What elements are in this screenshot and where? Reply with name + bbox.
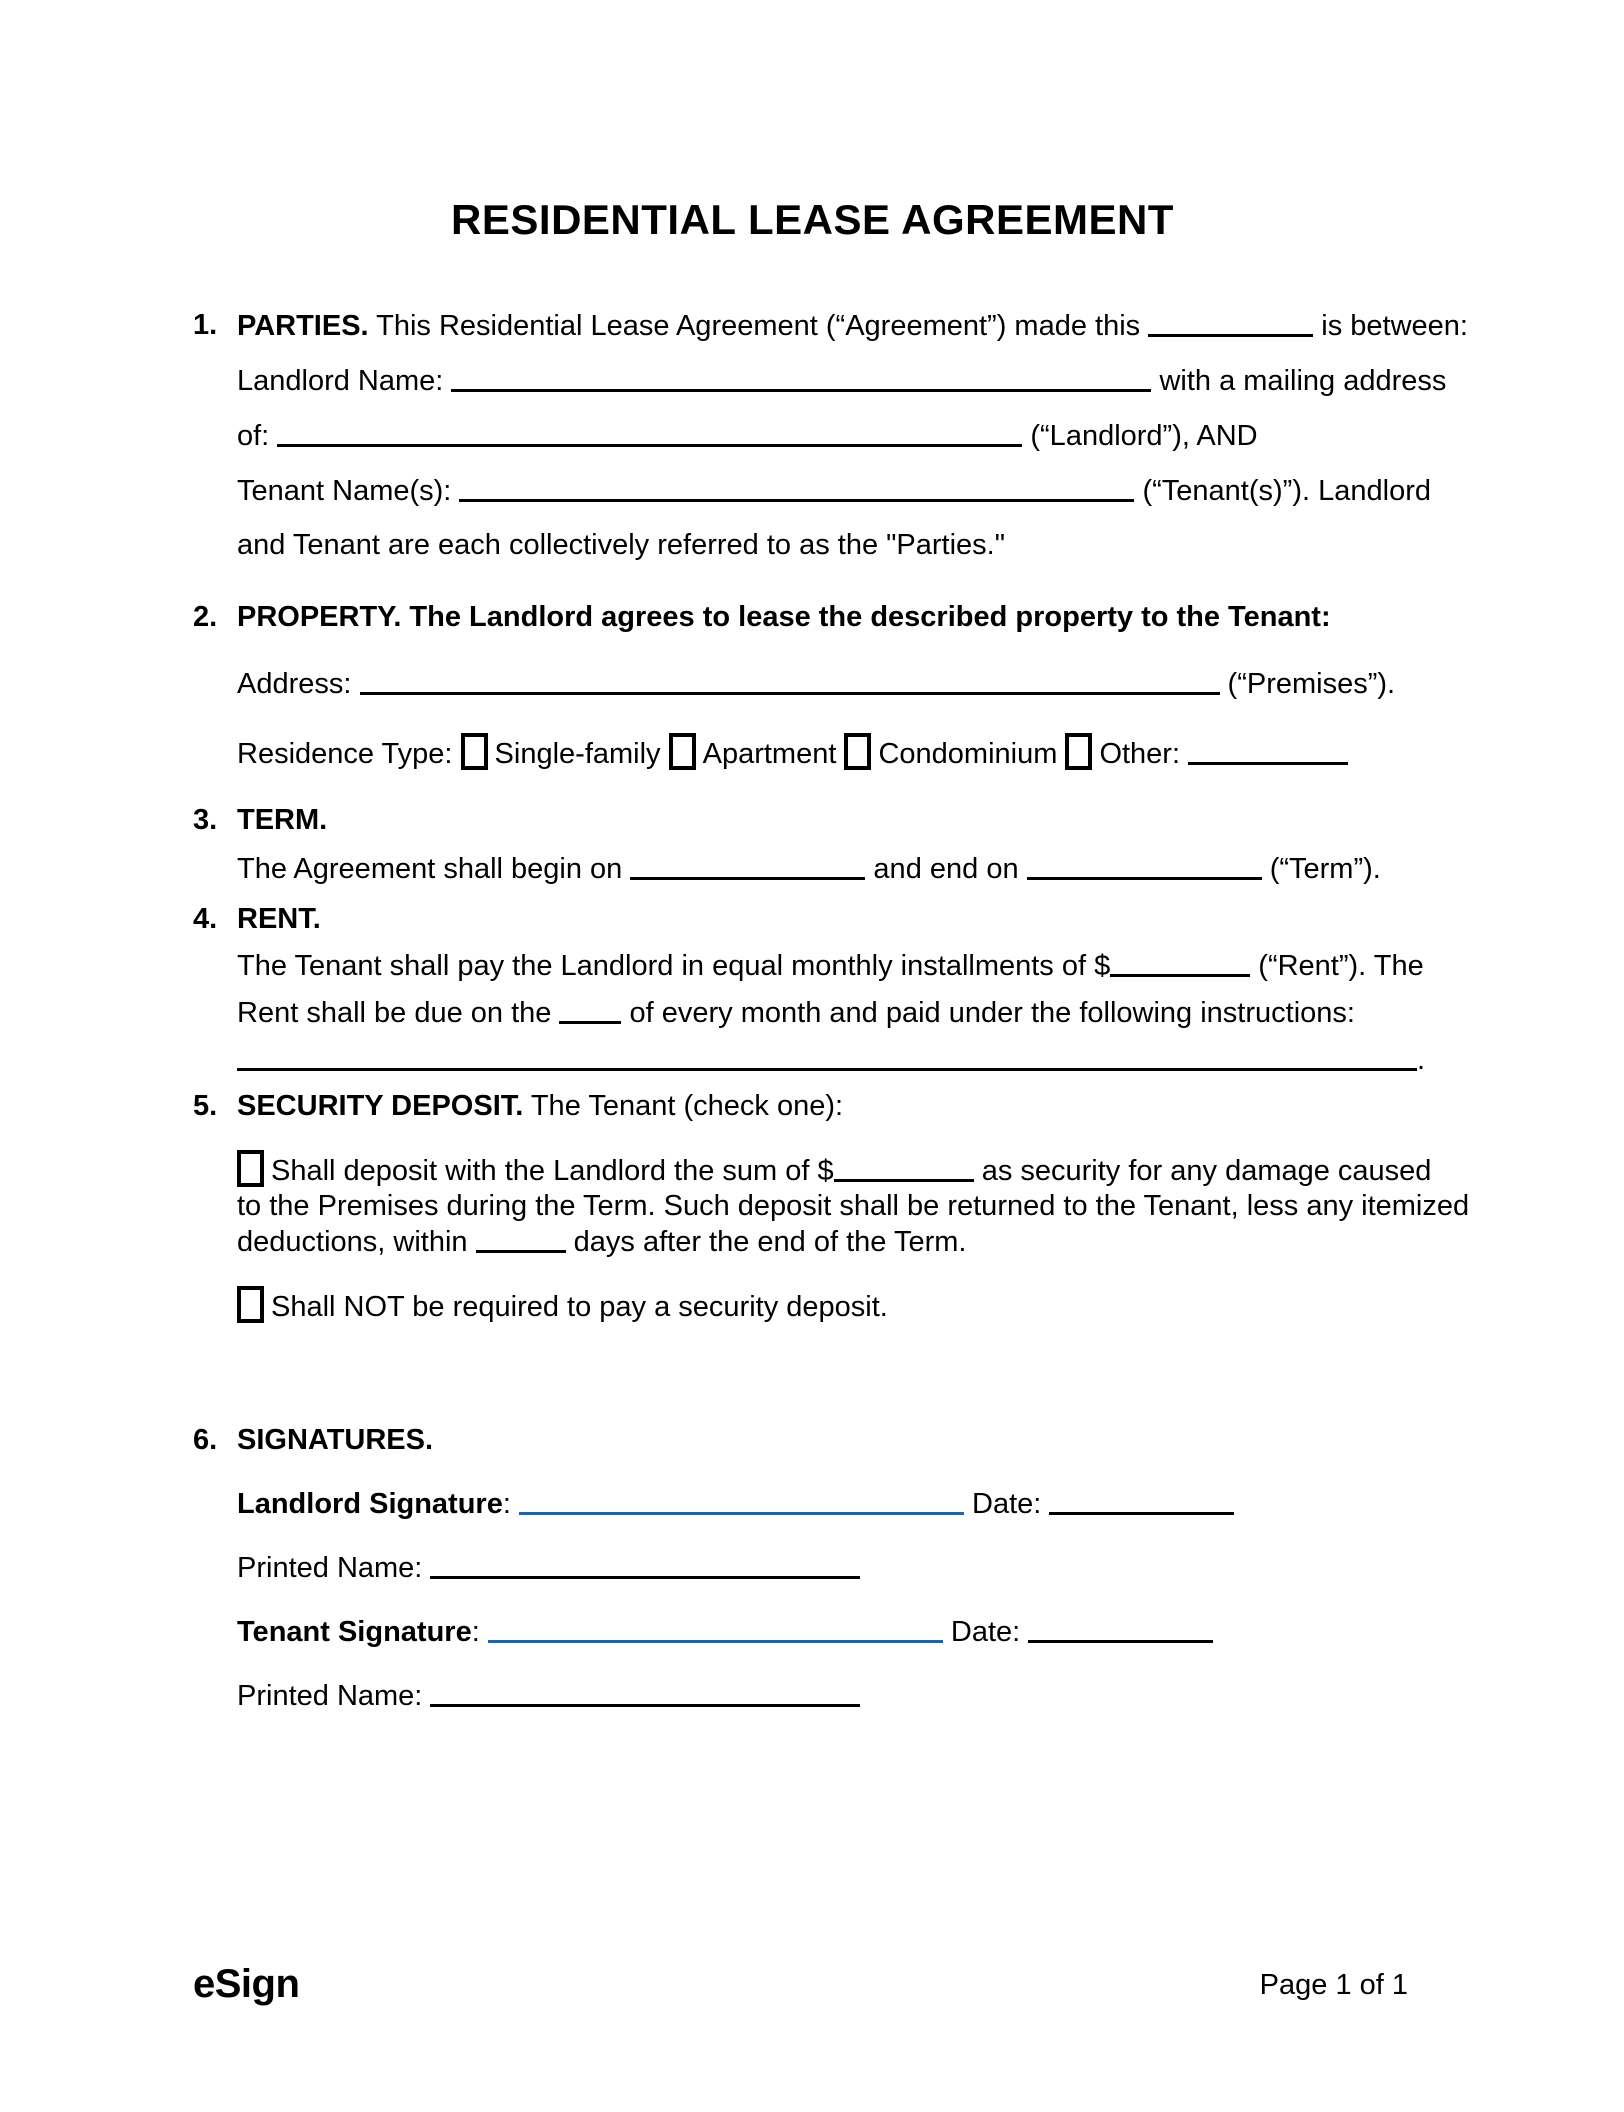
deposit-amount-field[interactable] bbox=[834, 1155, 974, 1182]
paragraph bbox=[237, 308, 1468, 343]
section-heading: Tenant Signature bbox=[237, 1616, 472, 1648]
term-end-date-field[interactable] bbox=[1027, 853, 1262, 880]
text-line bbox=[237, 733, 1432, 771]
text-run: The Tenant (check one): bbox=[523, 1090, 844, 1122]
text-run: The Landlord agrees to lease the described property to the Tenant: bbox=[401, 601, 1331, 633]
paragraph bbox=[237, 1550, 1432, 1585]
paragraph bbox=[237, 803, 1432, 837]
text-line bbox=[237, 902, 1432, 936]
paragraph bbox=[237, 1150, 1470, 1259]
text-line bbox=[237, 528, 1432, 562]
text-run: Date: bbox=[942, 1616, 1029, 1648]
text-line bbox=[237, 473, 1432, 508]
text-line bbox=[237, 1550, 1432, 1585]
text-line bbox=[237, 666, 1432, 701]
paragraph bbox=[237, 666, 1432, 701]
section-heading: Landlord Signature bbox=[237, 1488, 503, 1520]
paragraph bbox=[237, 1678, 1432, 1713]
text-run: Date: bbox=[963, 1488, 1050, 1520]
text-line bbox=[237, 851, 1432, 886]
paragraph bbox=[237, 902, 1432, 936]
text-run: (“Landlord”), AND bbox=[1022, 420, 1258, 452]
text-run: and end on bbox=[865, 853, 1027, 885]
text-line bbox=[237, 308, 1468, 343]
residence-other-description-field[interactable] bbox=[1188, 738, 1348, 765]
section-number: 1. bbox=[193, 309, 218, 341]
text-run: is between: bbox=[1313, 310, 1468, 342]
text-run: Condominium bbox=[878, 738, 1066, 770]
text-line bbox=[237, 1486, 1432, 1521]
section-parties bbox=[193, 308, 1468, 562]
text-line bbox=[237, 1286, 1432, 1324]
text-line bbox=[237, 418, 1432, 453]
section-rent bbox=[193, 902, 1432, 1077]
tenant-signature-field[interactable] bbox=[488, 1616, 943, 1643]
text-line bbox=[237, 363, 1447, 398]
section-signatures bbox=[193, 1423, 1432, 1713]
paragraph bbox=[237, 851, 1432, 886]
section-heading: PROPERTY. bbox=[237, 601, 402, 633]
payment-instructions-field[interactable] bbox=[237, 1044, 1417, 1071]
text-run: (“Tenant(s)”). Landlord bbox=[1134, 475, 1431, 507]
landlord-signature-date-field[interactable] bbox=[1049, 1488, 1234, 1515]
text-line bbox=[237, 1189, 1470, 1223]
paragraph bbox=[237, 1286, 1432, 1324]
rent-amount-field[interactable] bbox=[1110, 950, 1250, 977]
text-run: and Tenant are each collectively referred to as the "Parties." bbox=[237, 529, 1006, 561]
landlord-name-field[interactable] bbox=[451, 365, 1151, 392]
residence-other-checkbox[interactable] bbox=[1065, 733, 1092, 770]
paragraph bbox=[237, 1614, 1432, 1649]
text-run: Shall deposit with the Landlord the sum of $ bbox=[271, 1155, 834, 1187]
section-heading: SIGNATURES. bbox=[237, 1424, 434, 1456]
document-title: RESIDENTIAL LEASE AGREEMENT bbox=[451, 196, 1174, 243]
text-run: Landlord Name: bbox=[237, 365, 452, 397]
text-run: Single-family bbox=[494, 738, 669, 770]
text-run: Shall NOT be required to pay a security deposit. bbox=[271, 1291, 888, 1323]
paragraph bbox=[237, 528, 1432, 562]
document-body bbox=[193, 308, 1470, 1713]
text-line bbox=[237, 1089, 1432, 1123]
section-heading: RENT. bbox=[237, 903, 321, 935]
section-number: 5. bbox=[193, 1090, 218, 1122]
rent-due-day-field[interactable] bbox=[559, 997, 621, 1024]
section-property bbox=[193, 600, 1432, 771]
tenant-names-field[interactable] bbox=[459, 475, 1134, 502]
text-run: to the Premises during the Term. Such deposit shall be returned to the Tenant, less any itemized bbox=[237, 1190, 1470, 1222]
section-heading: PARTIES. bbox=[237, 310, 369, 342]
tenant-signature-date-field[interactable] bbox=[1028, 1616, 1213, 1643]
text-line bbox=[237, 995, 1432, 1030]
text-run: The Agreement shall begin on bbox=[237, 853, 631, 885]
text-run: Printed Name: bbox=[237, 1680, 431, 1712]
paragraph bbox=[237, 1042, 1432, 1077]
text-run: Address: bbox=[237, 668, 360, 700]
text-run: Rent shall be due on the bbox=[237, 997, 560, 1029]
esign-logo: eSign bbox=[193, 1962, 300, 2006]
text-run: days after the end of the Term. bbox=[565, 1226, 967, 1258]
paragraph bbox=[237, 473, 1432, 508]
text-run: (“Term”). bbox=[1261, 853, 1381, 885]
agreement-date-field[interactable] bbox=[1148, 310, 1313, 337]
text-run: (“Rent”). The bbox=[1250, 950, 1424, 982]
text-run: Printed Name: bbox=[237, 1552, 431, 1584]
section-term bbox=[193, 803, 1432, 886]
text-run: : bbox=[502, 1488, 519, 1520]
paragraph bbox=[237, 733, 1432, 771]
premises-address-field[interactable] bbox=[360, 668, 1220, 695]
text-run: The Tenant shall pay the Landlord in equal monthly installments of $ bbox=[237, 950, 1111, 982]
text-run: Other: bbox=[1099, 738, 1189, 770]
text-line bbox=[237, 1678, 1432, 1713]
text-line bbox=[237, 1150, 1432, 1188]
text-line bbox=[237, 1224, 1432, 1259]
text-run: : bbox=[471, 1616, 488, 1648]
text-run: as security for any damage caused bbox=[973, 1155, 1432, 1187]
residence-apartment-checkbox[interactable] bbox=[669, 733, 696, 770]
text-run: Apartment bbox=[702, 738, 845, 770]
text-line bbox=[237, 1423, 1432, 1457]
residence-single-family-checkbox[interactable] bbox=[461, 733, 488, 770]
paragraph bbox=[237, 948, 1432, 1030]
residence-condominium-checkbox[interactable] bbox=[844, 733, 871, 770]
section-number: 2. bbox=[193, 601, 218, 633]
text-line bbox=[237, 1614, 1432, 1649]
text-run: Residence Type: bbox=[237, 738, 461, 770]
paragraph bbox=[237, 600, 1432, 634]
paragraph bbox=[237, 418, 1432, 453]
paragraph bbox=[237, 1486, 1432, 1521]
deposit-required-checkbox[interactable] bbox=[237, 1150, 264, 1187]
page-indicator: Page 1 of 1 bbox=[1259, 1969, 1408, 2001]
term-start-date-field[interactable] bbox=[630, 853, 865, 880]
text-run: This Residential Lease Agreement (“Agreement”) made this bbox=[368, 310, 1149, 342]
text-line bbox=[237, 1042, 1432, 1077]
text-line bbox=[237, 600, 1432, 634]
section-heading: TERM. bbox=[237, 804, 328, 836]
text-run: with a mailing address bbox=[1151, 365, 1447, 397]
deposit-not-required-checkbox[interactable] bbox=[237, 1286, 264, 1323]
section-heading: SECURITY DEPOSIT. bbox=[237, 1090, 524, 1122]
section-number: 4. bbox=[193, 903, 218, 935]
section-number: 3. bbox=[193, 804, 218, 836]
tenant-printed-name-field[interactable] bbox=[430, 1680, 860, 1707]
paragraph bbox=[237, 1089, 1432, 1123]
text-run: . bbox=[1417, 1044, 1426, 1076]
paragraph bbox=[237, 363, 1447, 398]
text-run: (“Premises”). bbox=[1219, 668, 1396, 700]
text-line bbox=[237, 803, 1432, 837]
text-run: of every month and paid under the following instructions: bbox=[621, 997, 1355, 1029]
deposit-return-days-field[interactable] bbox=[476, 1226, 566, 1253]
landlord-mailing-address-field[interactable] bbox=[277, 420, 1022, 447]
text-run: deductions, within bbox=[237, 1226, 476, 1258]
section-number: 6. bbox=[193, 1424, 218, 1456]
section-security-deposit bbox=[193, 1089, 1470, 1324]
text-line bbox=[237, 948, 1432, 983]
text-run: Tenant Name(s): bbox=[237, 475, 460, 507]
landlord-signature-field[interactable] bbox=[519, 1488, 964, 1515]
paragraph bbox=[237, 1423, 1432, 1457]
page-footer bbox=[193, 1964, 1432, 2004]
text-run: of: bbox=[237, 420, 278, 452]
landlord-printed-name-field[interactable] bbox=[430, 1552, 860, 1579]
